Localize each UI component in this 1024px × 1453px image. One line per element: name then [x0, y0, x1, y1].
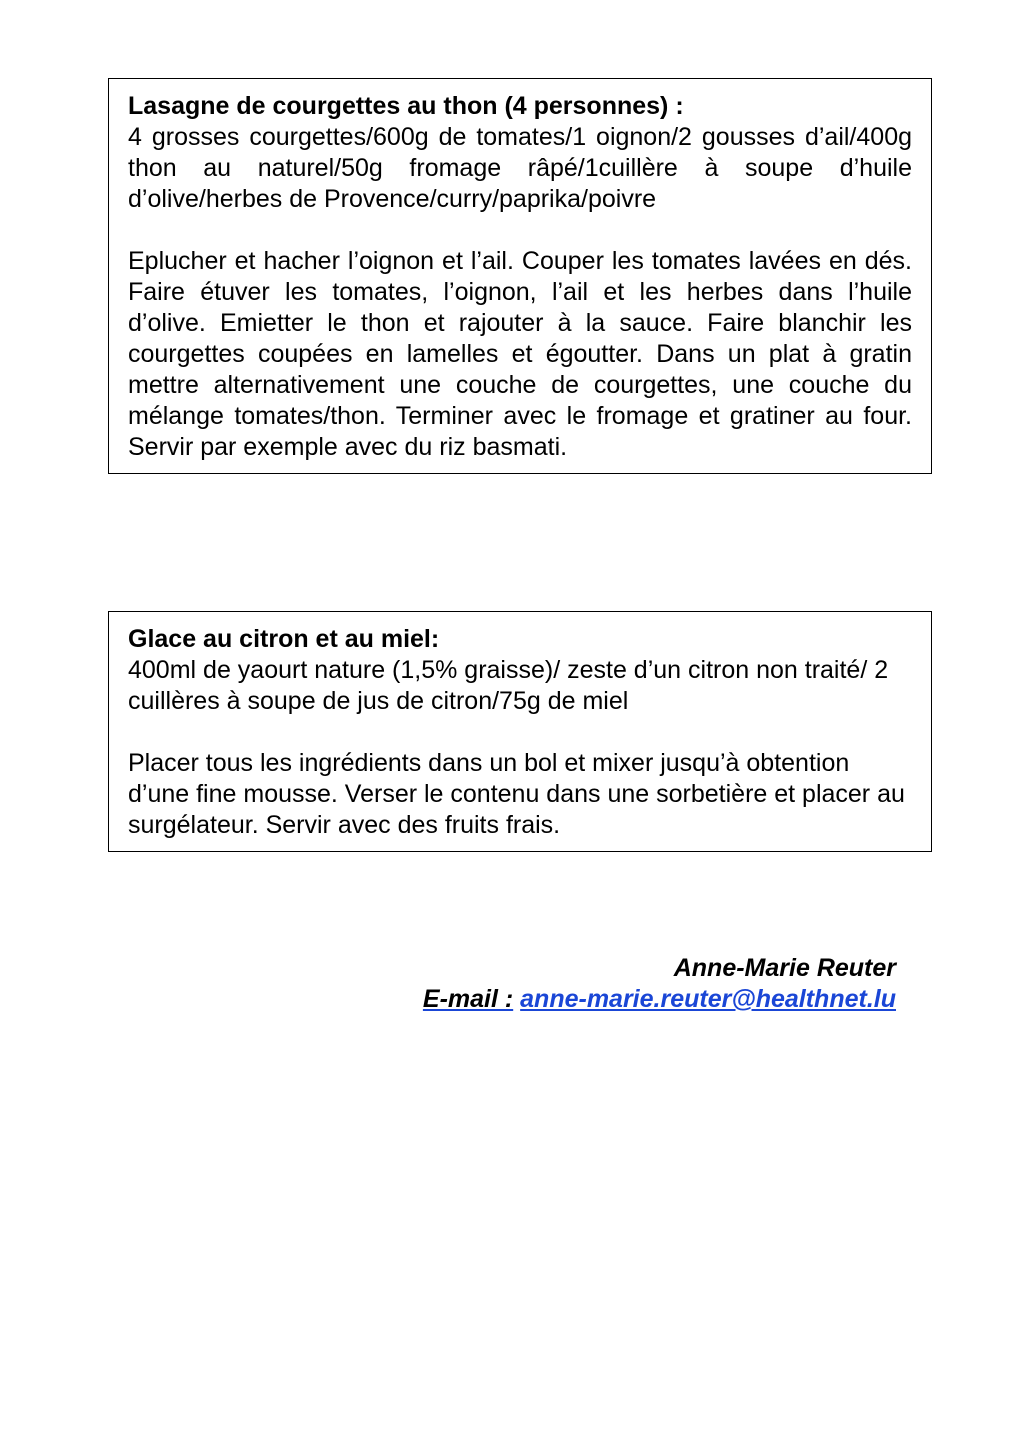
email-link[interactable]: anne-marie.reuter@healthnet.lu	[520, 985, 896, 1013]
email-line	[423, 984, 896, 1015]
recipe-ingredients: 4 grosses courgettes/600g de tomates/1 oignon/2 gousses d’ail/400g thon au naturel/50g fromage râpé/1cuillère à soupe d’huile d’olive/herbes de Provence/curry/paprika/poivre	[128, 123, 912, 213]
recipe-instructions: Placer tous les ingrédients dans un bol et mixer jusqu’à obtention d’une fine mousse. Verser le contenu dans une sorbetière et placer au surgélateur. Servir avec des fruits frais.	[128, 749, 905, 839]
email-label: E-mail :	[422, 985, 514, 1013]
recipe-ingredients: 400ml de yaourt nature (1,5% graisse)/ zeste d’un citron non traité/ 2 cuillères à soupe de jus de citron/75g de miel	[128, 656, 889, 715]
recipe-title: Lasagne de courgettes au thon (4 personnes) :	[128, 92, 684, 120]
recipe-box-lasagne	[108, 78, 932, 474]
paragraph-spacer	[128, 717, 912, 748]
recipe-instructions: Eplucher et hacher l’oignon et l’ail. Couper les tomates lavées en dés. Faire étuver les tomates, l’oignon, l’ail et les herbes dans l’huile d’olive. Emietter le thon et rajouter à la sauce. Faire blanchir les courgettes coupées en lamelles et égoutter. Dans un plat à gratin mettre alternativement une couche de courgettes, une couche du mélange tomates/thon. Terminer avec le fromage et gratiner au four. Servir par exemple avec du riz basmati.	[128, 247, 912, 461]
recipe-title: Glace au citron et au miel:	[128, 625, 440, 653]
author-name: Anne-Marie Reuter	[673, 954, 896, 982]
paragraph-spacer	[128, 215, 912, 246]
signature-block	[423, 953, 896, 1015]
recipe-box-glace	[108, 611, 932, 852]
